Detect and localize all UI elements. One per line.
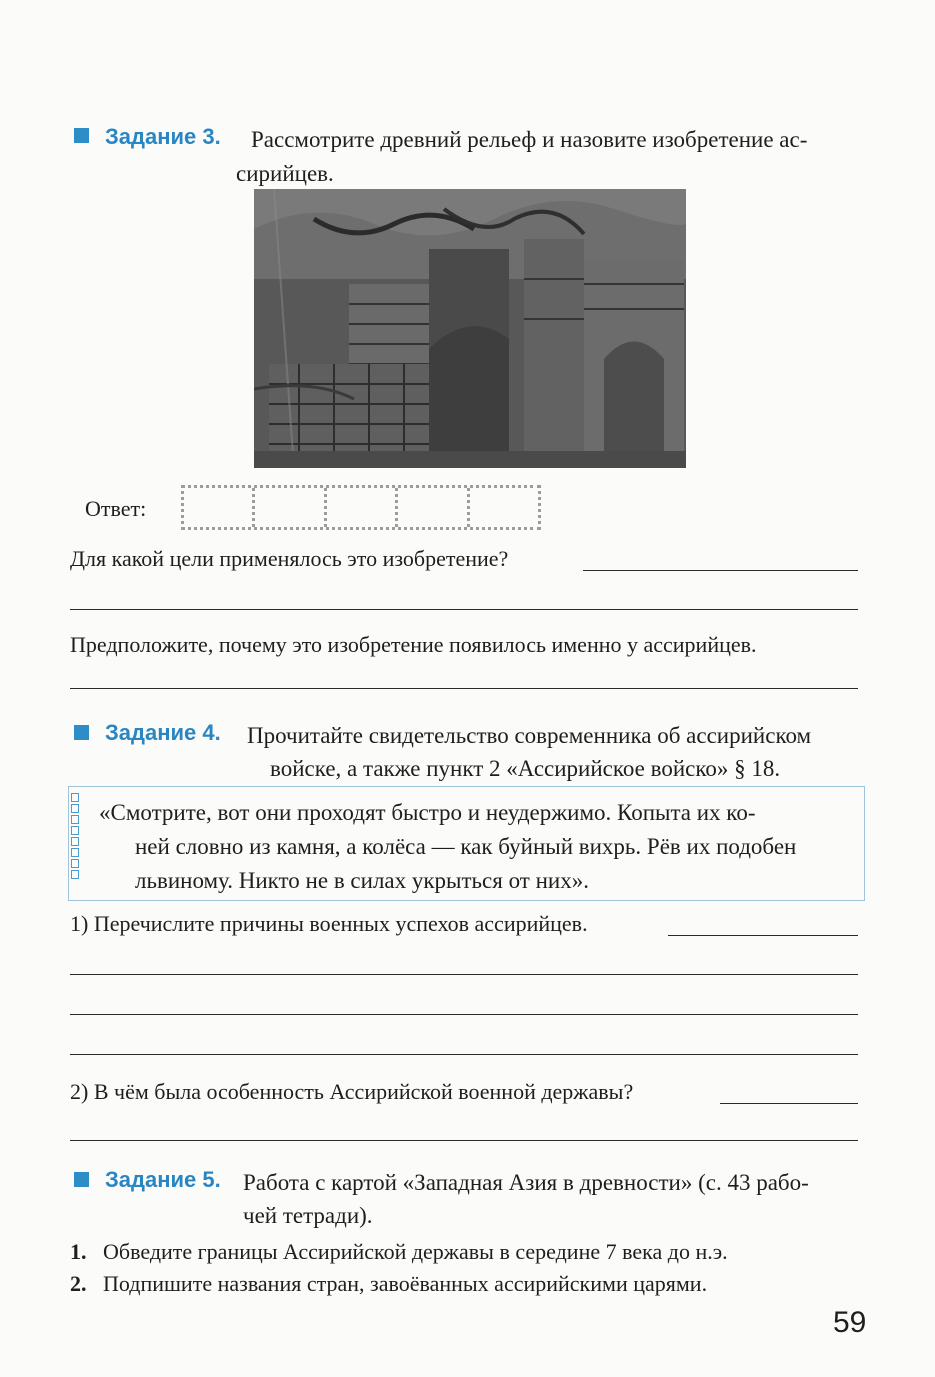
task4-q1-answer-line[interactable] [668,935,858,936]
task3-label-dot: . [214,124,221,149]
quote-mark [71,859,79,868]
quote-line2: ней словно из камня, а колёса — как буйный вихрь. Рёв их подобен [135,834,797,859]
task3-q1-answer-line[interactable] [583,570,858,571]
task3-question1: Для какой цели применялось это изобретение? [70,546,509,571]
quote-icon [71,793,86,879]
task3-bullet [74,128,89,143]
quote-mark [71,826,79,835]
quote-line1: «Смотрите, вот они проходят быстро и неудержимо. Копыта их ко- [99,800,756,825]
page-number: 59 [833,1306,867,1339]
answer-cell[interactable] [327,488,398,527]
task4-q2-answer-line2[interactable] [70,1140,858,1141]
task4-q1-answer-line3[interactable] [70,1014,858,1015]
assyrian-relief-image [254,189,686,468]
task4-q1-answer-line4[interactable] [70,1054,858,1055]
answer-cell[interactable] [184,488,255,527]
task5-item2-num: 2. [70,1271,87,1296]
answer-letter-boxes[interactable] [181,485,541,530]
task4-bullet [74,725,89,740]
task5-label-dot: . [214,1167,221,1192]
task5-bullet [74,1172,89,1187]
task4-label-text: Задание 4 [105,720,215,745]
task4-label-dot: . [214,720,221,745]
task4-q2-answer-line[interactable] [720,1103,858,1104]
quote-line3: львиному. Никто не в силах укрыться от них». [135,868,589,893]
task5-label [105,1169,221,1191]
quote-mark [71,870,79,879]
quote-mark [71,837,79,846]
task4-q1-answer-line2[interactable] [70,974,858,975]
task3-question2: Предположите, почему это изобретение появилось именно у ассирийцев. [70,632,757,657]
task4-text-line1: Прочитайте свидетельство современника об ассирийском [247,723,812,748]
task4-label [105,722,221,744]
task4-question2: 2) В чём была особенность Ассирийской военной державы? [70,1079,634,1104]
task3-q1-answer-line2[interactable] [70,609,858,610]
answer-cell[interactable] [398,488,469,527]
answer-cell[interactable] [255,488,326,527]
quote-mark [71,804,79,813]
task5-item2-text: Подпишите названия стран, завоёванных ассирийскими царями. [103,1271,708,1296]
task5-item1-text: Обведите границы Ассирийской державы в середине 7 века до н.э. [103,1239,728,1264]
task3-label-text: Задание 3 [105,124,215,149]
answer-cell[interactable] [470,488,538,527]
task5-text-line1: Работа с картой «Западная Азия в древности» (с. 43 рабо- [243,1170,809,1195]
quote-mark [71,793,79,802]
task3-q2-answer-line[interactable] [70,688,858,689]
task3-text-line2: сирийцев. [236,161,334,186]
task5-item1-num: 1. [70,1239,87,1264]
quote-mark [71,848,79,857]
task4-question1: 1) Перечислите причины военных успехов ассирийцев. [70,911,588,936]
quote-mark [71,815,79,824]
task5-label-text: Задание 5 [105,1167,215,1192]
task3-text-line1: Рассмотрите древний рельеф и назовите изобретение ас- [251,127,808,152]
relief-picture [254,189,686,468]
task3-label [105,126,221,148]
task5-text-line2: чей тетради). [243,1203,373,1228]
task4-text-line2: войске, а также пункт 2 «Ассирийское войско» § 18. [270,756,781,781]
answer-label: Ответ: [85,496,147,521]
